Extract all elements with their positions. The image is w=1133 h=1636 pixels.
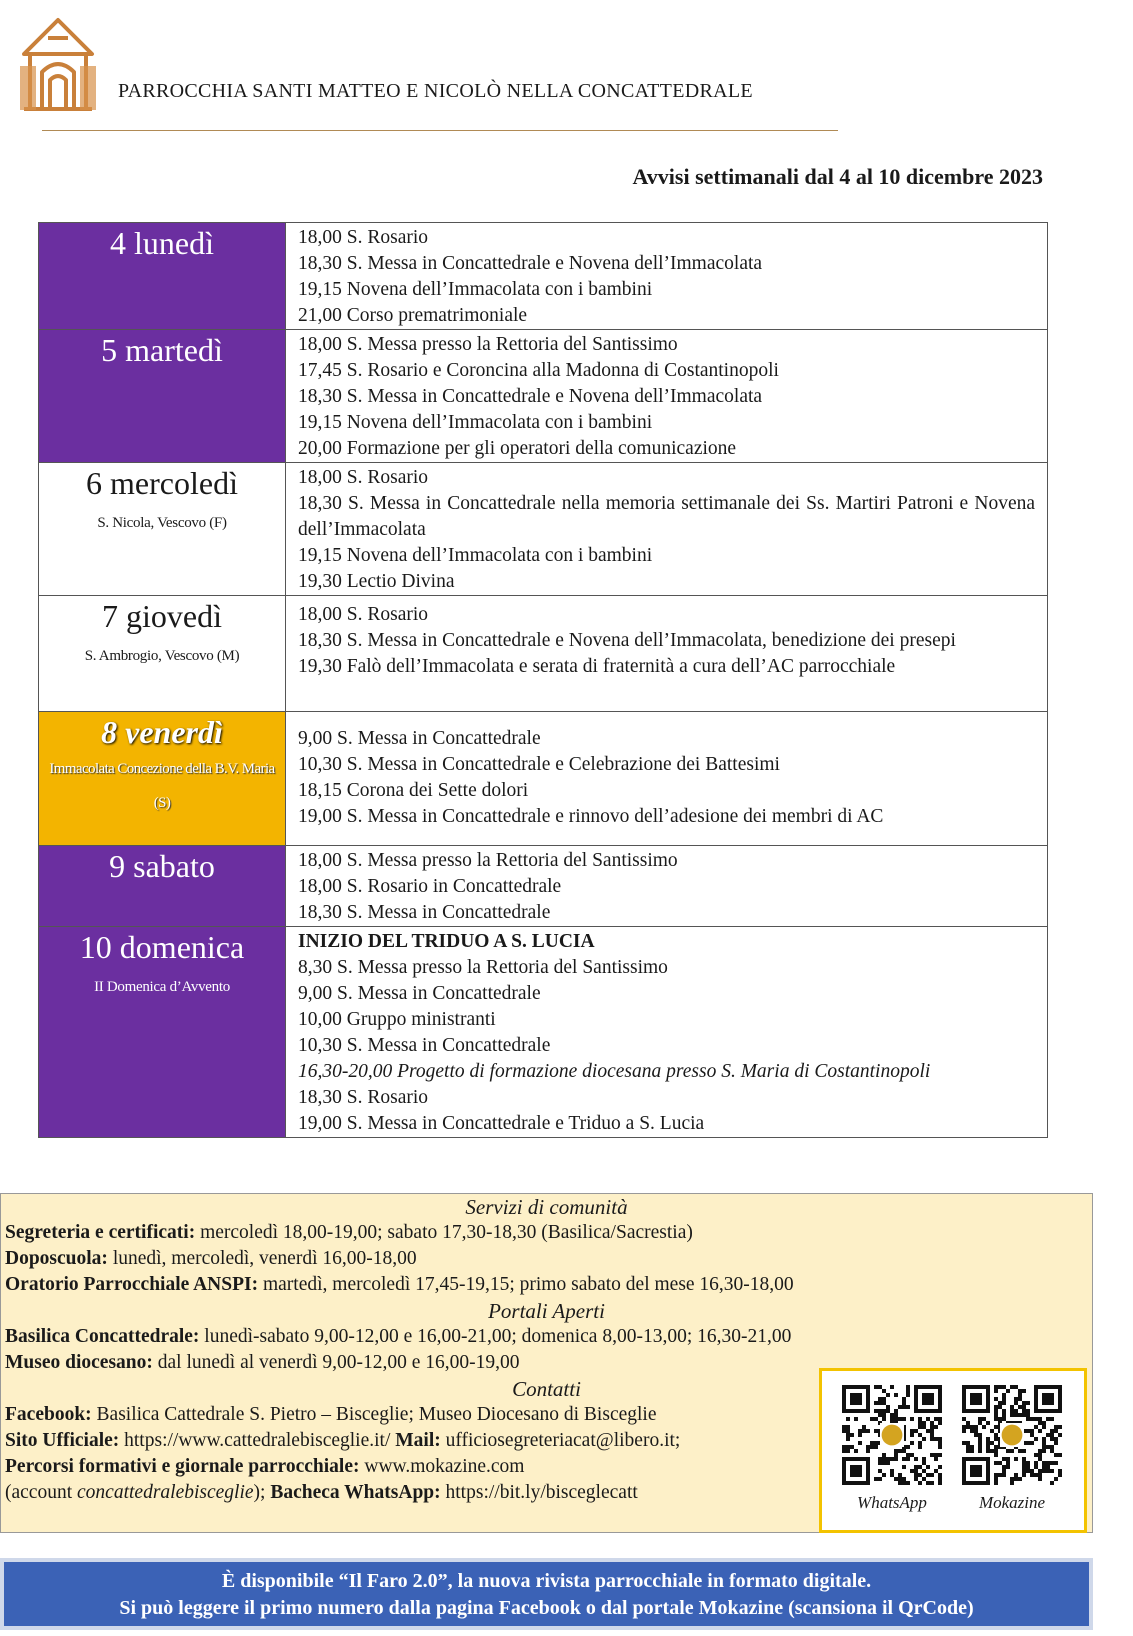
event-item: 18,00 S. Messa presso la Rettoria del Santissimo bbox=[298, 850, 678, 871]
mokazine-qr-label: Mokazine bbox=[978, 1493, 1046, 1512]
day-name: 7 giovedì bbox=[102, 598, 222, 634]
day-name: 10 domenica bbox=[79, 929, 245, 965]
event-item: 18,30 S. Rosario bbox=[298, 1087, 429, 1108]
event-item: 18,00 S. Messa presso la Rettoria del Santissimo bbox=[298, 334, 678, 355]
events-cell bbox=[286, 463, 1048, 596]
event-item: 18,30 S. Messa in Concattedrale nella memoria settimanale dei Ss. Martiri Patroni e Novena dell’Immacolata bbox=[298, 493, 1035, 540]
day-note: S. Ambrogio, Vescovo (M) bbox=[84, 648, 240, 664]
schedule-row bbox=[39, 596, 1048, 712]
website-link[interactable]: https://www.cattedralebisceglie.it/ bbox=[119, 1430, 396, 1451]
day-name: 9 sabato bbox=[109, 848, 215, 884]
event-item: 18,00 S. Rosario in Concattedrale bbox=[298, 876, 562, 897]
page-subtitle: Avvisi settimanali dal 4 al 10 dicembre 2023 bbox=[632, 164, 1043, 189]
day-note: II Domenica d’Avvento bbox=[94, 979, 230, 995]
event-item: 21,00 Corso prematrimoniale bbox=[298, 305, 528, 326]
day-note: Immacolata Concezione della B.V. Maria (S) bbox=[49, 761, 275, 811]
parish-name: PARROCCHIA SANTI MATTEO E NICOLÒ NELLA CONCATTEDRALE bbox=[118, 80, 753, 102]
day-name: 6 mercoledì bbox=[86, 465, 238, 501]
day-cell bbox=[39, 330, 286, 463]
events-cell bbox=[286, 223, 1048, 330]
event-item: 9,00 S. Messa in Concattedrale bbox=[298, 728, 541, 749]
schedule-row bbox=[39, 330, 1048, 463]
day-cell bbox=[39, 927, 286, 1138]
event-item: 18,30 S. Messa in Concattedrale e Novena dell’Immacolata bbox=[298, 386, 763, 407]
doposcuola-line: Doposcuola: lunedì, mercoledì, venerdì 16,00-18,00 bbox=[5, 1248, 417, 1269]
event-item: 8,30 S. Messa presso la Rettoria del Santissimo bbox=[298, 957, 668, 978]
event-item: 18,15 Corona dei Sette dolori bbox=[298, 780, 529, 801]
faro-banner bbox=[0, 1558, 1093, 1630]
event-item: 10,30 S. Messa in Concattedrale bbox=[298, 1035, 551, 1056]
whatsapp-qr-code[interactable] bbox=[842, 1385, 942, 1485]
day-cell bbox=[39, 463, 286, 596]
oratorio-line: Oratorio Parrocchiale ANSPI: martedì, mercoledì 17,45-19,15; primo sabato del mese 16,30-18,00 bbox=[5, 1274, 794, 1295]
header-divider bbox=[42, 130, 838, 131]
schedule-row bbox=[39, 927, 1048, 1138]
museo-line: Museo diocesano: dal lunedì al venerdì 9,00-12,00 e 16,00-19,00 bbox=[5, 1352, 520, 1373]
events-cell bbox=[286, 927, 1048, 1138]
schedule-row bbox=[39, 463, 1048, 596]
church-logo bbox=[18, 14, 98, 114]
event-item: 19,15 Novena dell’Immacolata con i bambini bbox=[298, 545, 653, 566]
segreteria-line: Segreteria e certificati: mercoledì 18,00-19,00; sabato 17,30-18,30 (Basilica/Sacrestia) bbox=[5, 1222, 693, 1243]
event-item: 20,00 Formazione per gli operatori della comunicazione bbox=[298, 438, 737, 459]
day-note: S. Nicola, Vescovo (F) bbox=[97, 515, 227, 531]
mokazine-link[interactable]: www.mokazine.com bbox=[359, 1456, 525, 1477]
schedule-row bbox=[39, 712, 1048, 846]
mail-link[interactable]: ufficiosegreteriacat@libero.it; bbox=[440, 1430, 681, 1451]
basilica-line: Basilica Concattedrale: lunedì-sabato 9,00-12,00 e 16,00-21,00; domenica 8,00-13,00; 16,30-21,00 bbox=[5, 1326, 792, 1347]
event-item: 19,00 S. Messa in Concattedrale e rinnovo dell’adesione dei membri di AC bbox=[298, 806, 884, 827]
whatsapp-link[interactable]: https://bit.ly/bisceglecatt bbox=[440, 1482, 638, 1503]
services-heading: Servizi di comunità bbox=[465, 1195, 628, 1219]
services-box bbox=[0, 1193, 1093, 1533]
mokazine-qr-code[interactable] bbox=[962, 1385, 1062, 1485]
whatsapp-qr-label: WhatsApp bbox=[857, 1493, 927, 1512]
day-name: 5 martedì bbox=[101, 332, 223, 368]
day-cell bbox=[39, 712, 286, 846]
event-item: INIZIO DEL TRIDUO A S. LUCIA bbox=[298, 931, 595, 952]
day-name: 4 lunedì bbox=[110, 225, 214, 261]
event-item: 18,00 S. Rosario bbox=[298, 227, 429, 248]
schedule-row bbox=[39, 223, 1048, 330]
contatti-heading: Contatti bbox=[512, 1377, 581, 1401]
schedule-row bbox=[39, 846, 1048, 927]
event-item: 9,00 S. Messa in Concattedrale bbox=[298, 983, 541, 1004]
qr-codes-box bbox=[819, 1368, 1087, 1533]
day-cell bbox=[39, 596, 286, 712]
weekly-schedule-table bbox=[38, 222, 1048, 1138]
events-cell bbox=[286, 596, 1048, 712]
event-item: 19,15 Novena dell’Immacolata con i bambini bbox=[298, 412, 653, 433]
event-item: 16,30-20,00 Progetto di formazione diocesana presso S. Maria di Costantinopoli bbox=[298, 1061, 931, 1082]
event-item: 19,30 Falò dell’Immacolata e serata di fraternità a cura dell’AC parrocchiale bbox=[298, 656, 896, 677]
sito-line: Sito Ufficiale: https://www.cattedralebisceglie.it/ Mail: ufficiosegreteriacat@libero.it; bbox=[5, 1430, 681, 1451]
banner-line-2: Si può leggere il primo numero dalla pagina Facebook o dal portale Mokazine (scansiona il QrCode) bbox=[119, 1597, 974, 1619]
portali-heading: Portali Aperti bbox=[488, 1299, 605, 1323]
events-cell bbox=[286, 846, 1048, 927]
events-cell bbox=[286, 712, 1048, 846]
day-name: 8 venerdì bbox=[101, 714, 223, 750]
day-cell bbox=[39, 846, 286, 927]
event-item: 10,00 Gruppo ministranti bbox=[298, 1009, 496, 1030]
percorsi-line: Percorsi formativi e giornale parrocchiale: www.mokazine.com bbox=[5, 1456, 525, 1477]
account-line: (account concattedralebisceglie); Bacheca WhatsApp: https://bit.ly/bisceglecatt bbox=[5, 1482, 638, 1503]
event-item: 18,30 S. Messa in Concattedrale bbox=[298, 902, 551, 923]
event-item: 18,00 S. Rosario bbox=[298, 604, 429, 625]
banner-line-1: È disponibile “Il Faro 2.0”, la nuova rivista parrocchiale in formato digitale. bbox=[221, 1570, 872, 1592]
events-cell bbox=[286, 330, 1048, 463]
event-item: 19,30 Lectio Divina bbox=[298, 571, 455, 592]
facebook-line: Facebook: Basilica Cattedrale S. Pietro – Bisceglie; Museo Diocesano di Bisceglie bbox=[5, 1404, 657, 1425]
event-item: 19,15 Novena dell’Immacolata con i bambini bbox=[298, 279, 653, 300]
event-item: 19,00 S. Messa in Concattedrale e Triduo a S. Lucia bbox=[298, 1113, 705, 1134]
event-item: 18,30 S. Messa in Concattedrale e Novena dell’Immacolata bbox=[298, 253, 763, 274]
event-item: 18,00 S. Rosario bbox=[298, 467, 429, 488]
event-item: 10,30 S. Messa in Concattedrale e Celebrazione dei Battesimi bbox=[298, 754, 780, 775]
day-cell bbox=[39, 223, 286, 330]
event-item: 17,45 S. Rosario e Coroncina alla Madonna di Costantinopoli bbox=[298, 360, 779, 381]
event-item: 18,30 S. Messa in Concattedrale e Novena dell’Immacolata, benedizione dei presepi bbox=[298, 630, 956, 651]
